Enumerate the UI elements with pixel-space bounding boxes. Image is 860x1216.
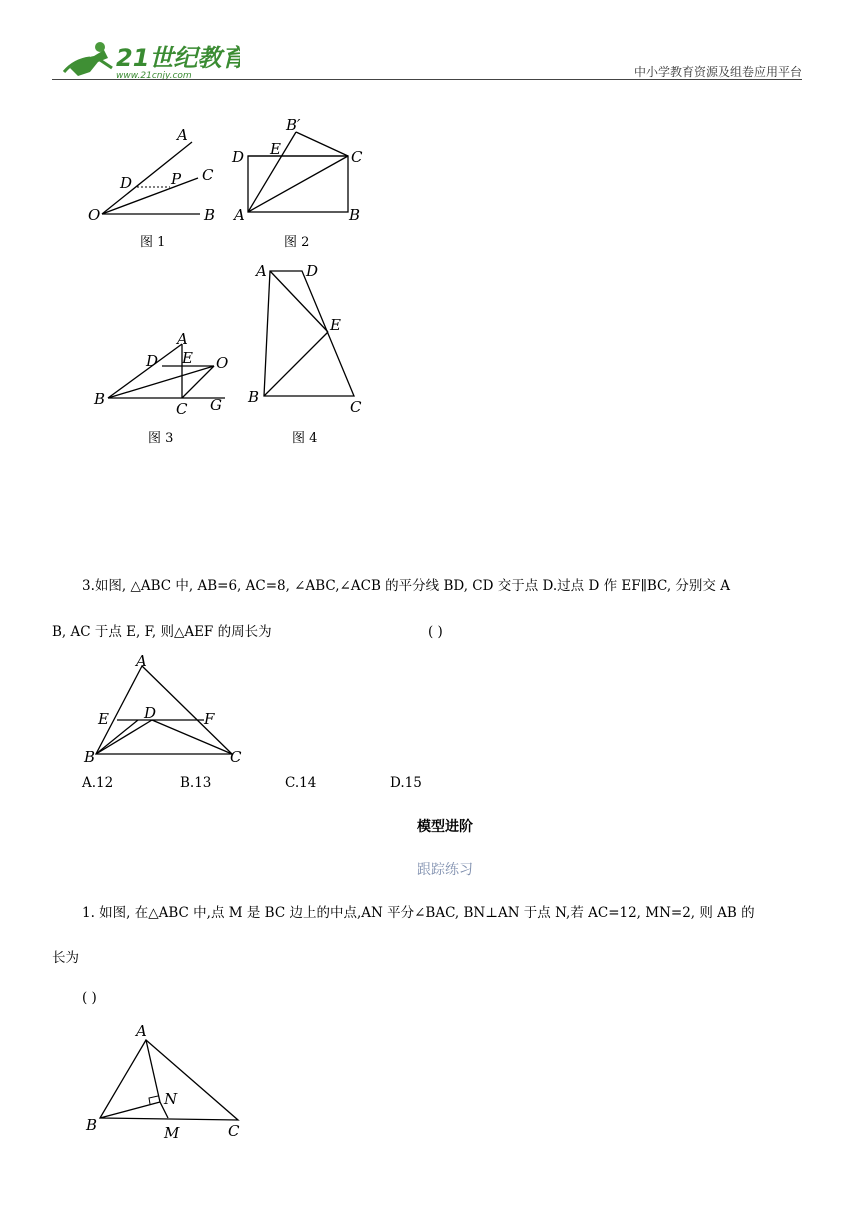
q3-label-F: F xyxy=(204,710,215,728)
site-logo xyxy=(60,38,240,82)
header-divider xyxy=(52,79,802,80)
fig1-label-B: B xyxy=(204,206,216,224)
question-3-figure xyxy=(80,652,250,770)
fig3-label-A: A xyxy=(177,330,188,348)
question-3-line-2: B, AC 于点 E, F, 则△AEF 的周长为 xyxy=(52,624,272,640)
p1-label-C: C xyxy=(228,1122,240,1140)
figure-3 xyxy=(90,330,240,450)
practice-1-answer-blank: ( ) xyxy=(82,990,97,1006)
q3-label-B: B xyxy=(84,748,96,766)
fig1-label-C: C xyxy=(202,166,214,184)
fig3-label-B: B xyxy=(94,390,106,408)
q3-label-C: C xyxy=(230,748,242,766)
fig1-label-D: D xyxy=(120,174,133,192)
fig3-label-C: C xyxy=(176,400,188,418)
fig2-label-A: A xyxy=(234,206,245,224)
fig4-label-D: D xyxy=(306,262,319,280)
runner-logo-icon xyxy=(60,38,240,82)
logo-url: www.21cnjy.com xyxy=(116,71,192,81)
q3-label-A: A xyxy=(136,652,147,670)
option-d: D.15 xyxy=(390,775,422,791)
fig4-label-B: B xyxy=(248,388,260,406)
p1-label-M: M xyxy=(164,1124,180,1142)
fig1-label-P: P xyxy=(171,170,182,188)
option-c: C.14 xyxy=(285,775,317,791)
practice-1-line-1: 1. 如图, 在△ABC 中,点 M 是 BC 边上的中点,AN 平分∠BAC, BN⊥AN 于点 N,若 AC=12, MN=2, 则 AB 的 xyxy=(82,905,755,921)
fig2-caption: 图 2 xyxy=(284,235,310,250)
fig2-label-B: B xyxy=(349,206,361,224)
p1-label-N: N xyxy=(164,1090,178,1108)
fig2-label-E: E xyxy=(270,140,281,158)
logo-text: 21世纪教育 xyxy=(116,44,240,72)
fig1-label-A: A xyxy=(177,126,188,144)
question-3-line-1: 3.如图, △ABC 中, AB=6, AC=8, ∠ABC,∠ACB 的平分线 BD, CD 交于点 D.过点 D 作 EF∥BC, 分别交 A xyxy=(82,578,730,594)
practice-1-figure xyxy=(80,1018,260,1146)
fig4-label-E: E xyxy=(330,316,341,334)
fig3-label-E: E xyxy=(182,349,193,367)
q3-label-E: E xyxy=(98,710,109,728)
figure-2 xyxy=(228,112,378,252)
option-a: A.12 xyxy=(82,775,114,791)
fig2-label-C: C xyxy=(351,148,363,166)
fig3-label-O: O xyxy=(216,354,229,372)
fig3-label-G: G xyxy=(210,396,222,414)
figure-1 xyxy=(80,120,230,255)
fig3-label-D: D xyxy=(146,352,159,370)
question-3-answer-blank: ( ) xyxy=(428,624,443,640)
option-b: B.13 xyxy=(180,775,212,791)
fig4-label-C: C xyxy=(350,398,362,416)
header-slogan: 中小学教育资源及组卷应用平台 xyxy=(633,65,802,79)
q3-label-D: D xyxy=(144,704,157,722)
p1-label-B: B xyxy=(86,1116,98,1134)
section-heading: 模型进阶 xyxy=(417,819,473,835)
figure-4 xyxy=(244,258,374,450)
fig3-caption: 图 3 xyxy=(148,431,174,446)
p1-label-A: A xyxy=(136,1022,147,1040)
fig4-label-A: A xyxy=(256,262,267,280)
practice-1-line-2: 长为 xyxy=(52,950,79,966)
fig2-label-Bprime: B′ xyxy=(286,116,301,134)
fig2-label-D: D xyxy=(232,148,245,166)
fig1-label-O: O xyxy=(88,206,101,224)
section-subheading: 跟踪练习 xyxy=(417,862,473,878)
fig4-caption: 图 4 xyxy=(292,431,318,446)
fig1-caption: 图 1 xyxy=(140,235,166,250)
